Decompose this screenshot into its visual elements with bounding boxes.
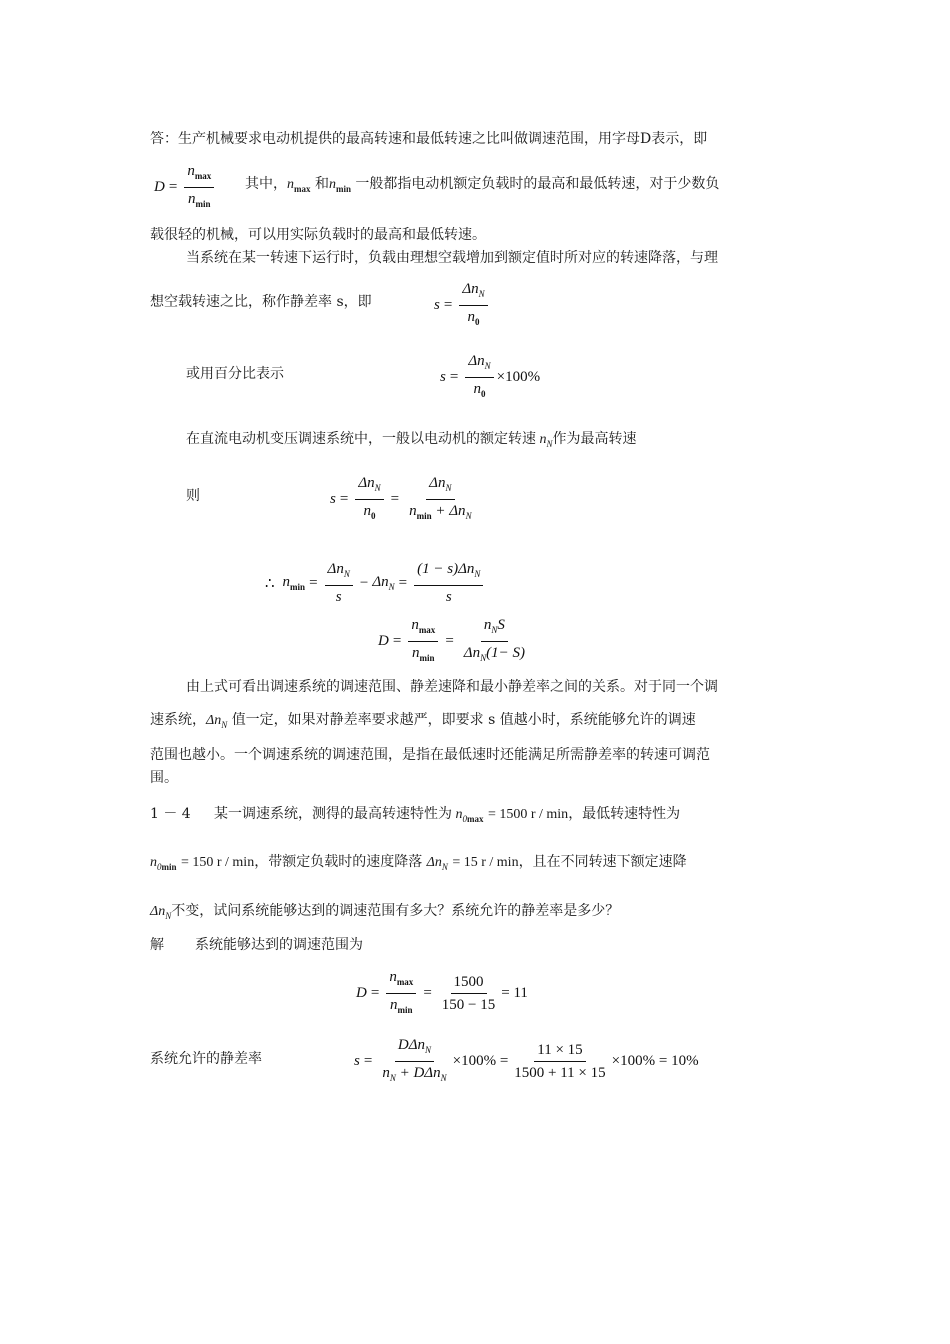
text-line: $n_{0min} = 150$ r / min，带额定负载时的速度降落 $\Delta n_N = 15$ r / min，且在不同转速下额定速降 — [150, 854, 687, 872]
text-line: 当系统在某一转速下运行时，负载由理想空载增加到额定值时所对应的转速降落，与理 — [186, 250, 718, 266]
solution-label: 解 — [150, 937, 164, 953]
text-fragment: 值一定，如果对静差率要求越严，即要求 s 值越小时，系统能够允许的调速 — [231, 712, 696, 728]
text-line: 围。 — [150, 770, 178, 786]
text-line: 其中，$n_{max}$ 和$n_{min}$ 一般都指电动机额定负载时的最高和最低转速，对于少数负 — [245, 176, 720, 194]
text-fragment: 某一调速系统，测得的最高转速特性为 — [214, 806, 452, 822]
text-fragment: 作为最高转速 — [552, 431, 637, 447]
text-line: 或用百分比表示 — [186, 366, 284, 382]
formula-s-percent: s = $\frac{\Delta n_N}{n_0}$ ×100% — [440, 353, 541, 399]
text-fragment: ×100% = — [452, 1053, 509, 1069]
formula-D-definition: D = $\frac{n_{max}}{n_{min}}$ — [154, 162, 217, 213]
text-line: 载很轻的机械，可以用实际负载时的最高和最低转速。 — [150, 227, 486, 243]
formula-s-definition: s = $\frac{\Delta n_N}{n_0}$ — [434, 280, 491, 331]
text-fragment: 速系统， — [150, 712, 206, 728]
text-fragment: 在直流电动机变压调速系统中，一般以电动机的额定转速 — [186, 431, 536, 447]
formula-s-nmin: s = $\frac{\Delta n_N}{n_0}$ = $\frac{\Delta n_N}{n_{min} + \Delta n_N}$ — [330, 475, 472, 521]
text-fragment: 150 − 15 — [441, 997, 496, 1013]
text-fragment: 1500 + 11 × 15 — [514, 1065, 606, 1081]
formula-D-relation: D = $\frac{n_{max}}{n_{min}}$ = $\frac{n_NS}{\Delta n_N(1- S)}$ — [378, 617, 525, 663]
text-fragment: 一般都指电动机额定负载时的最高和最低转速，对于少数负 — [355, 176, 720, 192]
text-line: 在直流电动机变压调速系统中，一般以电动机的额定转速 $n_N$作为最高转速 — [186, 431, 637, 449]
text-fragment: 不变，试问系统能够达到的调速范围有多大？系统允许的静差率是多少？ — [171, 903, 620, 919]
text-line: 由上式可看出调速系统的调速范围、静差速降和最小静差率之间的关系。对于同一个调 — [186, 679, 718, 695]
text-fragment: 1500 — [451, 973, 487, 994]
text-fragment: = 15 r / min — [452, 855, 519, 870]
text-fragment: 其中， — [245, 176, 287, 192]
text-line: 答：生产机械要求电动机提供的最高转速和最低转速之比叫做调速范围，用字母D表示，即 — [150, 131, 708, 147]
text-line: 系统允许的静差率 — [150, 1051, 262, 1067]
text-fragment: ×100% = 10% — [611, 1053, 699, 1069]
text-fragment: 和 — [314, 176, 329, 192]
text-fragment: ，最低转速特性为 — [568, 806, 681, 822]
text-line: 速系统，$\Delta n_N$ 值一定，如果对静差率要求越严，即要求 s 值越小时，系统能够允许的调速 — [150, 712, 696, 730]
text-line: $\Delta n_N$不变，试问系统能够达到的调速范围有多大？系统允许的静差率是多少？ — [150, 903, 620, 921]
text-fragment: = 1500 r / min — [487, 807, 569, 822]
formula-D-result: D = $\frac{n_{max}}{n_{min}}$ = $\frac{1500}{150 - 15}$ = 11 — [356, 969, 528, 1015]
text-fragment: ，带额定负载时的速度降落 — [254, 854, 423, 870]
text-fragment: = 11 — [501, 985, 528, 1001]
question-number: 1 － 4 — [150, 806, 191, 822]
text-line: 某一调速系统，测得的最高转速特性为 $n_{0max} = 1500$ r / min，最低转速特性为 — [214, 806, 681, 824]
formula-nmin: ∴ $n_{min}$ = $\frac{\Delta n_N}{s}$ − $\Delta n_N$ = $\frac{(1 - s)\Delta n_N}{s}$ — [265, 560, 486, 606]
text-fragment: ，且在不同转速下额定速降 — [518, 854, 687, 870]
text-fragment: ∴ — [265, 575, 275, 592]
formula-s-result: s = $\frac{D\Delta n_N}{n_N + D\Delta n_N}$ ×100% = $\frac{11 \times 15}{1500 + 11 \times 15}$ ×100% = 10% — [354, 1037, 699, 1083]
text-fragment: = 150 r / min — [180, 855, 255, 870]
text-fragment: 11 × 15 — [534, 1041, 585, 1062]
text-line: 则 — [186, 488, 200, 504]
text-line: 系统能够达到的调速范围为 — [195, 937, 363, 953]
text-fragment: ×100% — [496, 369, 541, 385]
text-line: 想空载转速之比，称作静差率 s，即 — [150, 294, 372, 310]
text-line: 范围也越小。一个调速系统的调速范围，是指在最低速时还能满足所需静差率的转速可调范 — [150, 747, 710, 763]
